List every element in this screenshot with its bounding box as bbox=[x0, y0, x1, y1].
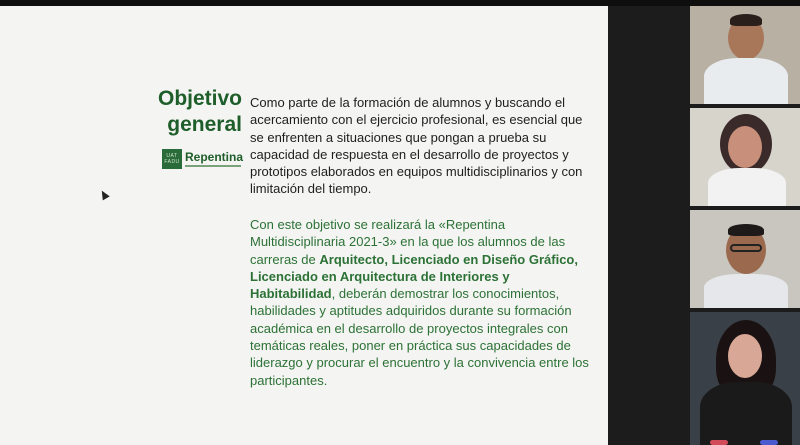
participant-1-hair bbox=[730, 14, 762, 26]
video-tile-participant-3[interactable] bbox=[690, 210, 800, 308]
video-gallery-sidebar bbox=[608, 6, 800, 445]
participant-4-shirt bbox=[700, 382, 792, 445]
p2-text-b: , deberán demostrar los conocimientos, habilidades y aptitudes adquiridos durante su formación académica en el desarrollo de proyectos integrales con temáticas reales, poner en práctica sus capacidades de liderazgo y procurar el encuentro y la convivencia entre los participantes. bbox=[250, 286, 589, 388]
slide-title-line-1: Objetivo bbox=[157, 87, 242, 110]
participant-4-mic-indicator-icon bbox=[710, 440, 728, 445]
participant-3-hair bbox=[728, 224, 764, 236]
p2-careers-bold: Arquitecto, Licenciado en Diseño Gráfico, Licenciado en Arquitectura de Interiores y Habitabilidad bbox=[250, 251, 578, 302]
video-tile-participant-1[interactable] bbox=[690, 6, 800, 104]
logo-underline bbox=[185, 165, 241, 167]
participant-4-head bbox=[728, 334, 762, 378]
logo-mark-icon: UAT FADU bbox=[162, 149, 182, 169]
participant-2-head bbox=[728, 126, 762, 168]
p2-text-a: Con este objetivo se realizará la «Repentina Multidisciplinaria 2021-3» en la que los alumnos de las carreras de bbox=[250, 217, 566, 267]
video-tile-participant-4[interactable] bbox=[690, 312, 800, 445]
logo-text: Repentina bbox=[185, 150, 244, 164]
video-tile-participant-2[interactable] bbox=[690, 108, 800, 206]
participant-3-glasses-icon bbox=[730, 244, 762, 252]
participant-2-shirt bbox=[708, 168, 786, 206]
objective-paragraph: Como parte de la formación de alumnos y buscando el acercamiento con el ejercicio profesional, es esencial que se enfrenten a situaciones que pongan a prueba su capacidad de respuesta en el desarrollo de proyectos y prototipos elaborados en equipos multidisciplinarios y con limitación del tiempo. bbox=[250, 95, 583, 197]
objective-detail-paragraph bbox=[250, 216, 590, 389]
repentina-logo bbox=[162, 148, 244, 170]
participant-3-shirt bbox=[704, 274, 788, 308]
participant-4-status-indicator-icon bbox=[760, 440, 778, 445]
participant-1-shirt bbox=[704, 58, 788, 104]
slide-title bbox=[110, 86, 242, 138]
slide-title-line-2: general bbox=[167, 113, 242, 136]
